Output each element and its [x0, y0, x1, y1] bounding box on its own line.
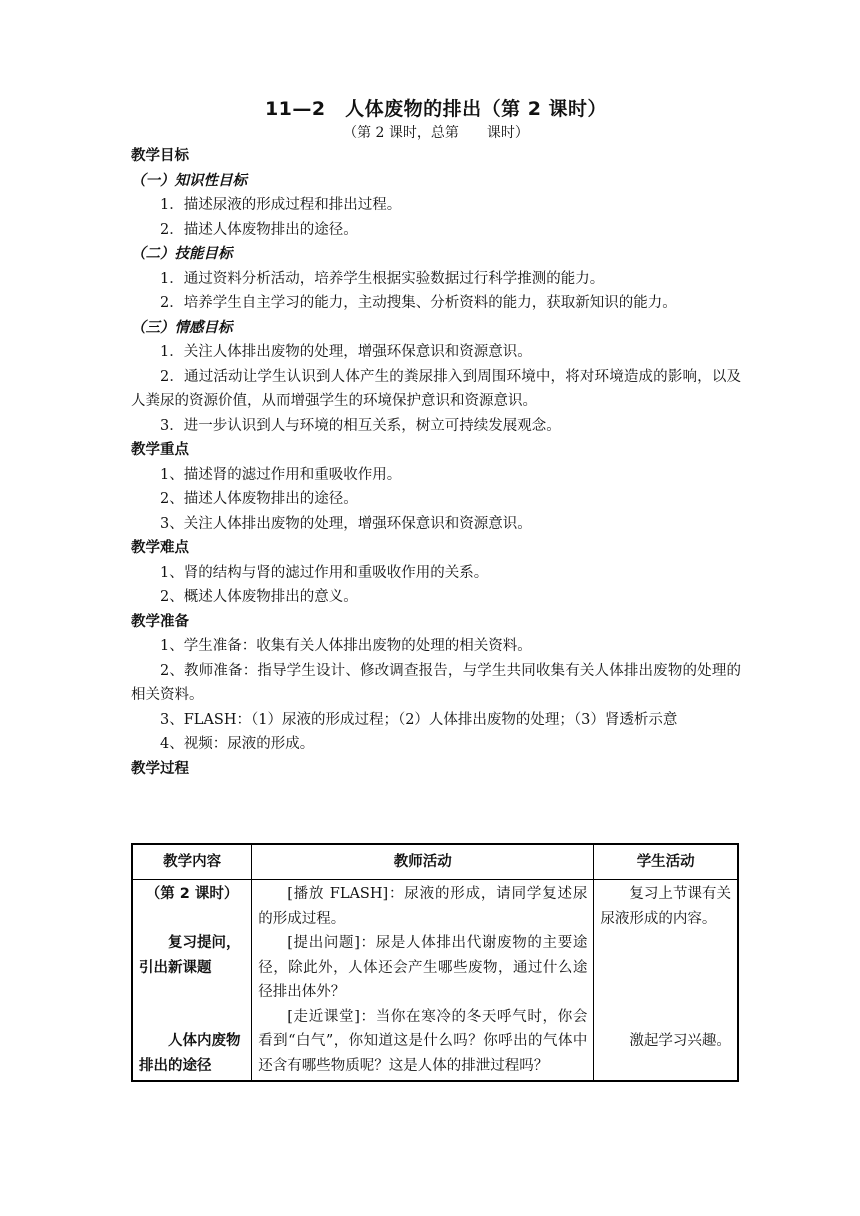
difficulty-item: 2、概述人体废物排出的意义。 — [160, 589, 358, 605]
key-point-item: 1、描述肾的滤过作用和重吸收作用。 — [160, 466, 402, 483]
lesson-label: （第 2 课时） — [145, 886, 239, 902]
column-header: 教师活动 — [252, 844, 594, 880]
skill-item: 1．通过资料分析活动，培养学生根据实验数据过行科学推测的能力。 — [160, 270, 605, 287]
teacher-cell — [252, 880, 594, 1082]
student-activity: 复习上节课有关尿液形成的内容。 — [600, 886, 731, 927]
content-cell — [132, 880, 252, 1082]
teacher-activity: [走近课堂]：当你在寒冷的冬天呼气时，你会看到“白气”，你知道这是什么吗？你呼出的气体中还含有哪些物质呢？这是人体的排泄过程吗？ — [258, 1008, 588, 1074]
emotion-item: 1．关注人体排出废物的处理，增强环保意识和资源意识。 — [160, 344, 532, 360]
student-activity: 激起学习兴趣。 — [629, 1033, 731, 1049]
knowledge-item: 1．描述尿液的形成过程和排出过程。 — [160, 197, 402, 213]
emotion-heading: （三）情感目标 — [131, 319, 233, 336]
skill-item: 2．培养学生自主学习的能力，主动搜集、分析资料的能力，获取新知识的能力。 — [160, 295, 677, 311]
process-heading: 教学过程 — [131, 760, 189, 777]
skill-heading: （二）技能目标 — [131, 246, 233, 262]
route-label: 人体内废物排出的途径 — [139, 1033, 241, 1074]
preparation-item: 4、视频：尿液的形成。 — [160, 736, 315, 752]
key-point-item: 3、关注人体排出废物的处理，增强环保意识和资源意识。 — [160, 515, 532, 532]
difficulty-item: 1、肾的结构与肾的滤过作用和重吸收作用的关系。 — [160, 564, 489, 581]
student-cell — [594, 880, 738, 1082]
table-header-row — [132, 844, 738, 880]
review-label: 复习提问，引出新课题 — [139, 935, 241, 976]
process-table — [131, 843, 739, 1082]
document-page — [131, 96, 741, 781]
key-points-heading: 教学重点 — [131, 442, 189, 458]
teacher-activity: [播放 FLASH]：尿液的形成，请同学复述尿的形成过程。 — [258, 886, 588, 927]
emotion-item: 2．通过活动让学生认识到人体产生的粪尿排入到周围环境中，将对环境造成的影响，以及人粪尿的资源价值，从而增强学生的环境保护意识和资源意识。 — [131, 368, 741, 409]
difficulties-heading: 教学难点 — [131, 540, 189, 556]
preparation-item: 3、FLASH：（1）尿液的形成过程；（2）人体排出废物的处理；（3）肾透析示意 — [160, 711, 678, 728]
teacher-activity: [提出问题]：尿是人体排出代谢废物的主要途径，除此外，人体还会产生哪些废物，通过什么途径排出体外？ — [258, 935, 588, 1000]
emotion-item: 3．进一步认识到人与环境的相互关系，树立可持续发展观念。 — [160, 417, 561, 434]
knowledge-heading: （一）知识性目标 — [131, 172, 247, 189]
preparation-item: 1、学生准备：收集有关人体排出废物的处理的相关资料。 — [160, 638, 532, 654]
column-header: 学生活动 — [594, 844, 738, 880]
preparation-item: 2、教师准备：指导学生设计、修改调查报告，与学生共同收集有关人体排出废物的处理的相关资料。 — [131, 662, 741, 703]
page-title: 11—2 人体废物的排出（第 2 课时） — [264, 98, 608, 120]
preparation-heading: 教学准备 — [131, 613, 189, 630]
knowledge-item: 2．描述人体废物排出的途径。 — [160, 221, 358, 238]
column-header: 教学内容 — [132, 844, 252, 880]
table-row — [132, 880, 738, 1082]
key-point-item: 2、描述人体废物排出的途径。 — [160, 491, 358, 507]
page-subtitle: （第 2 课时，总第 课时） — [343, 125, 529, 141]
objectives-heading: 教学目标 — [131, 148, 189, 164]
